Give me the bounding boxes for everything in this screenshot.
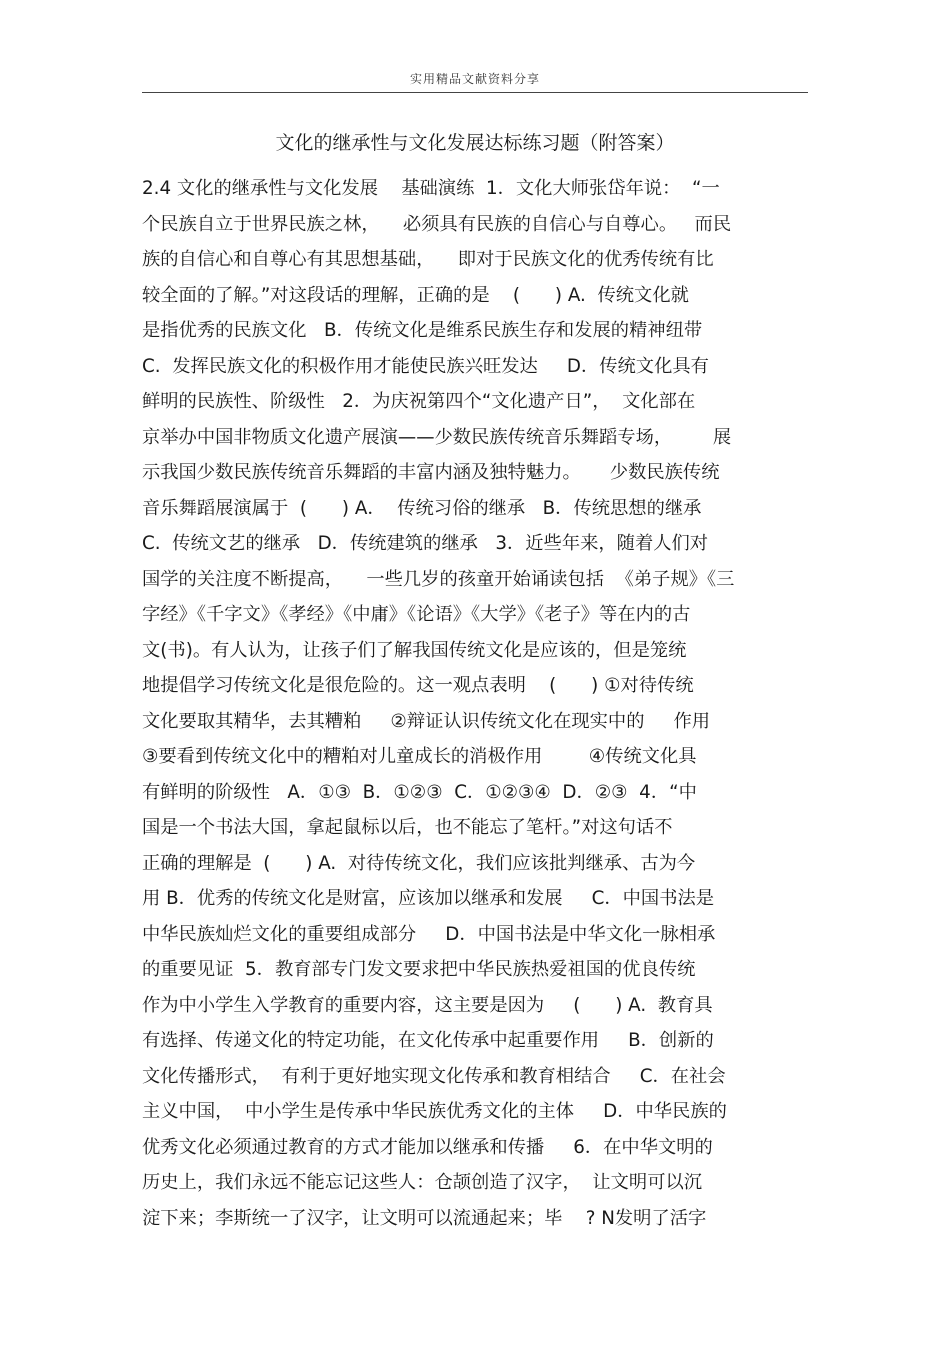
body-line: ③要看到传统文化中的糟粕对儿童成长的消极作用 ④传统文化具 [142, 746, 697, 767]
body-line: 鲜明的民族性、阶级性 2．为庆祝第四个“文化遗产日”， 文化部在 [142, 391, 696, 412]
body-line: 有鲜明的阶级性 A．①③ B．①②③ C．①②③④ D．②③ 4．“中 [142, 781, 697, 803]
body-line: 较全面的了解。”对这段话的理解，正确的是 ( ) A. 传统文化就 [142, 284, 689, 306]
body-line: 文化要取其精华，去其糟粕 ②辩证认识传统文化在现实中的 作用 [142, 710, 711, 732]
body-line: 的重要见证 5．教育部专门发文要求把中华民族热爱祖国的优良传统 [142, 959, 696, 980]
body-line: 历史上，我们永远不能忘记这些人：仓颉创造了汉字， 让文明可以沉 [142, 1172, 703, 1193]
body-line: 作为中小学生入学教育的重要内容，这主要是因为 ( ) A. 教育具 [142, 994, 713, 1016]
body-line: 字经》《千字文》《孝经》《中庸》《论语》《大学》《老子》等在内的古 [142, 604, 691, 625]
body-line: 文化传播形式， 有利于更好地实现文化传承和教育相结合 C．在社会 [142, 1065, 726, 1087]
body-line: 用 B．优秀的传统文化是财富，应该加以继承和发展 C．中国书法是 [142, 888, 715, 909]
body-line: 国是一个书法大国，拿起鼠标以后，也不能忘了笔杆。”对这句话不 [142, 817, 673, 838]
body-line: 正确的理解是 ( ) A. 对待传统文化，我们应该批判继承、古为今 [142, 852, 696, 874]
body-line: 主义中国， 中小学生是传承中华民族优秀文化的主体 D．中华民族的 [142, 1101, 727, 1122]
body-line: 有选择、传递文化的特定功能，在文化传承中起重要作用 B．创新的 [142, 1030, 714, 1051]
body-line: 是指优秀的民族文化 B．传统文化是维系民族生存和发展的精神纽带 [142, 320, 703, 341]
page-header: 实用精品文献资料分享 [409, 72, 540, 86]
body-line: 地提倡学习传统文化是很危险的。这一观点表明 ( ) ①对待传统 [142, 675, 694, 696]
body-line: 国学的关注度不断提高， 一些几岁的孩童开始诵读包括 《弟子规》《三 [142, 568, 735, 590]
body-line: 音乐舞蹈展演属于 ( ) A． 传统习俗的继承 B．传统思想的继承 [142, 497, 702, 519]
body-line: 京举办中国非物质文化遗产展演——少数民族传统音乐舞蹈专场， 展 [142, 426, 732, 448]
document-title: 文化的继承性与文化发展达标练习题（附答案） [275, 132, 675, 154]
body-line: 2.4 文化的继承性与文化发展 基础演练 1．文化大师张岱年说： “一 [142, 178, 720, 199]
body-line: 淀下来；李斯统一了汉字，让文明可以流通起来；毕 ? N发明了活字 [142, 1207, 707, 1229]
body-line: 个民族自立于世界民族之林， 必须具有民族的自信心与自尊心。 而民 [142, 213, 732, 235]
body-line: C. 发挥民族文化的积极作用才能使民族兴旺发达 D．传统文化具有 [142, 355, 709, 377]
body-line: C. 传统文艺的继承 D．传统建筑的继承 3．近些年来，随着人们对 [142, 533, 709, 554]
body-line: 示我国少数民族传统音乐舞蹈的丰富内涵及独特魅力。 少数民族传统 [142, 462, 720, 483]
body-line: 文(书)。有人认为，让孩子们了解我国传统文化是应该的，但是笼统 [142, 639, 687, 661]
header-divider [142, 92, 808, 93]
body-line: 优秀文化必须通过教育的方式才能加以继承和传播 6．在中华文明的 [142, 1136, 713, 1158]
document-body [142, 171, 812, 1236]
body-line: 中华民族灿烂文化的重要组成部分 D．中国书法是中华文化一脉相承 [142, 923, 716, 945]
body-line: 族的自信心和自尊心有其思想基础， 即对于民族文化的优秀传统有比 [142, 249, 714, 270]
